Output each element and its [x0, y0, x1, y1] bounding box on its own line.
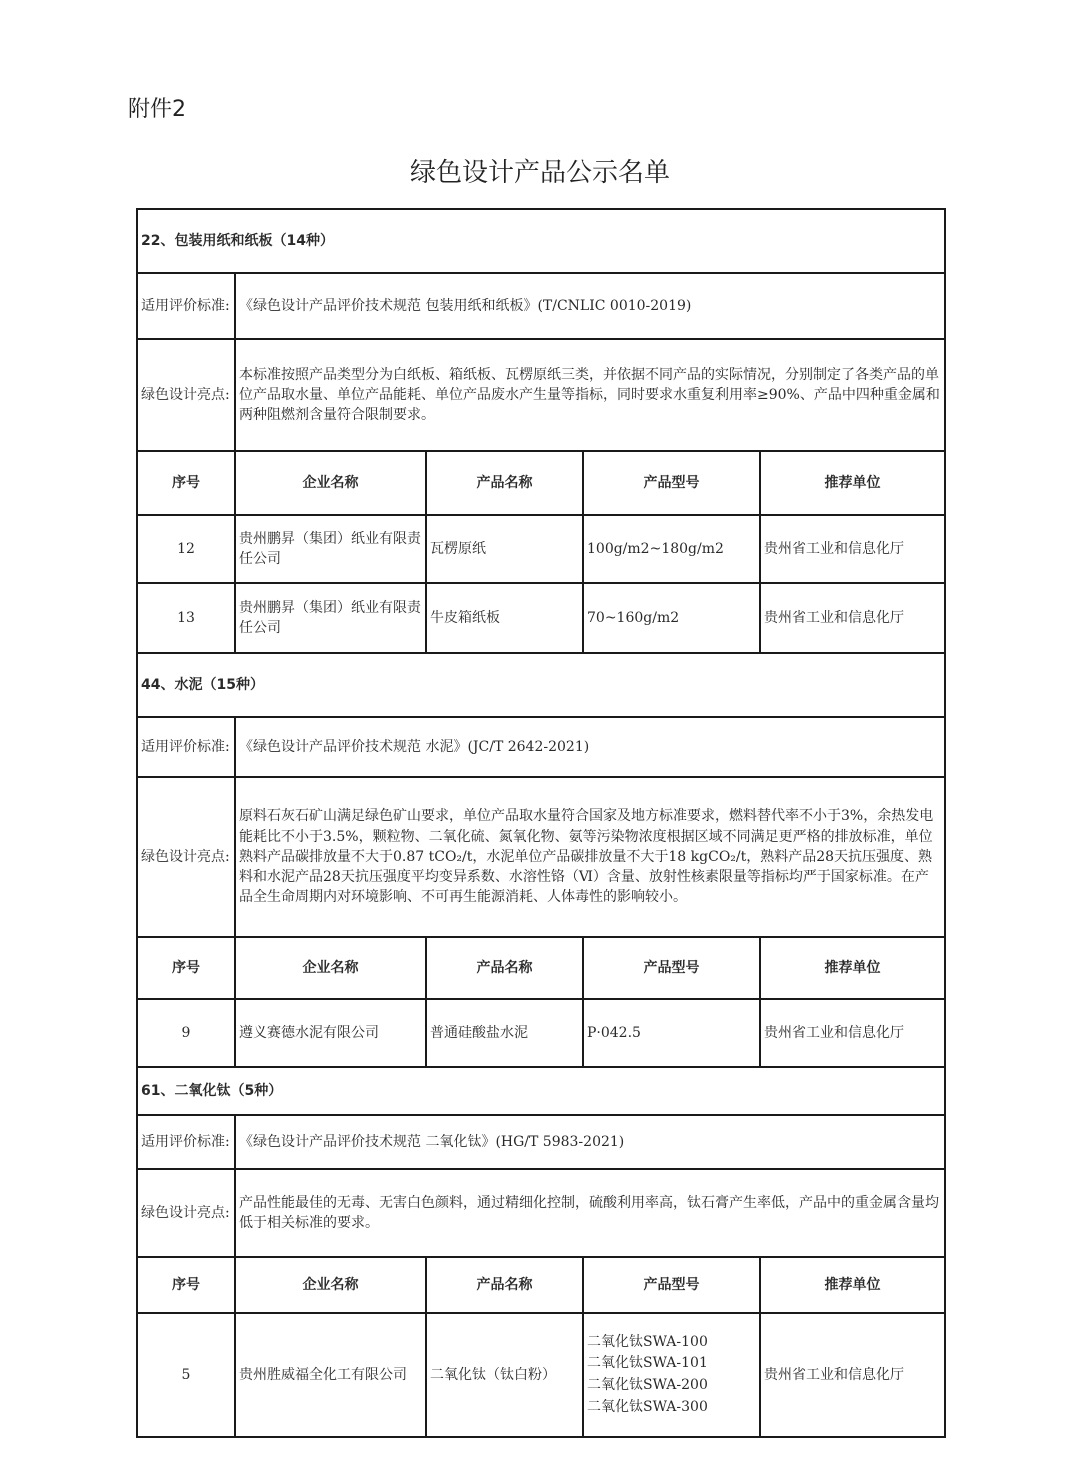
row-product: 牛皮箱纸板: [426, 583, 583, 653]
standard-row: [137, 273, 945, 339]
standard-text: 《绿色设计产品评价技术规范 二氧化钛》(HG/T 5983-2021): [235, 1115, 945, 1169]
col-seq: 序号: [137, 1257, 235, 1313]
row-model-list: [583, 1313, 760, 1437]
column-header-row: [137, 937, 945, 999]
row-company: 贵州鹏昇（集团）纸业有限责任公司: [235, 583, 426, 653]
row-company: 贵州鹏昇（集团）纸业有限责任公司: [235, 515, 426, 583]
col-seq: 序号: [137, 937, 235, 999]
standard-label: 适用评价标准:: [137, 1115, 235, 1169]
document-title: 绿色设计产品公示名单: [409, 158, 670, 188]
col-recommender: 推荐单位: [760, 1257, 945, 1313]
highlight-row: [137, 339, 945, 451]
col-model: 产品型号: [583, 1257, 760, 1313]
row-company: 贵州胜威福全化工有限公司: [235, 1313, 426, 1437]
highlight-label: 绿色设计亮点:: [137, 777, 235, 937]
column-header-row: [137, 1257, 945, 1313]
row-product: 二氧化钛（钛白粉）: [426, 1313, 583, 1437]
table-row: [137, 999, 945, 1067]
highlight-text: 原料石灰石矿山满足绿色矿山要求，单位产品取水量符合国家及地方标准要求，燃料替代率不小于3%，余热发电能耗比不小于3.5%，颗粒物、二氧化硫、氮氧化物、氨等污染物浓度根据区域不同满足更严格的排放标准，单位熟料产品碳排放量不大于0.87 tCO₂/t，水泥单位产品碳排放量不大于18 kgCO₂/t，熟料产品28天抗压强度、熟料和水泥产品28天抗压强度平均变异系数、水溶性铬（Ⅵ）含量、放射性核素限量等指标均严于国家标准。在产品全生命周期内对环境影响、不可再生能源消耗、人体毒性的影响较小。: [235, 777, 945, 937]
row-product: 普通硅酸盐水泥: [426, 999, 583, 1067]
highlight-text: 本标准按照产品类型分为白纸板、箱纸板、瓦楞原纸三类，并依据不同产品的实际情况，分别制定了各类产品的单位产品取水量、单位产品能耗、单位产品废水产生量等指标，同时要求水重复利用率≥90%、产品中四种重金属和两种阻燃剂含量符合限制要求。: [235, 339, 945, 451]
row-recommender: 贵州省工业和信息化厅: [760, 583, 945, 653]
highlight-label: 绿色设计亮点:: [137, 339, 235, 451]
attachment-label: 附件2: [128, 97, 186, 122]
row-model: 二氧化钛SWA-101: [587, 1355, 708, 1372]
section-heading-row: [137, 209, 945, 273]
row-recommender: 贵州省工业和信息化厅: [760, 1313, 945, 1437]
row-seq: 13: [137, 583, 235, 653]
highlight-text: 产品性能最佳的无毒、无害白色颜料，通过精细化控制，硫酸利用率高，钛石膏产生率低，产品中的重金属含量均低于相关标准的要求。: [235, 1169, 945, 1257]
col-seq: 序号: [137, 451, 235, 515]
table-row: [137, 583, 945, 653]
highlight-row: [137, 777, 945, 937]
standard-label: 适用评价标准:: [137, 273, 235, 339]
standard-row: [137, 717, 945, 777]
col-model: 产品型号: [583, 451, 760, 515]
row-company: 遵义赛德水泥有限公司: [235, 999, 426, 1067]
column-header-row: [137, 451, 945, 515]
standard-text: 《绿色设计产品评价技术规范 水泥》(JC/T 2642-2021): [235, 717, 945, 777]
section-heading-row: [137, 653, 945, 717]
row-seq: 9: [137, 999, 235, 1067]
table-row: [137, 515, 945, 583]
row-model: P·042.5: [583, 999, 760, 1067]
standard-row: [137, 1115, 945, 1169]
col-product: 产品名称: [426, 451, 583, 515]
col-model: 产品型号: [583, 937, 760, 999]
row-product: 瓦楞原纸: [426, 515, 583, 583]
col-company: 企业名称: [235, 451, 426, 515]
row-model: 二氧化钛SWA-100: [587, 1333, 708, 1350]
row-model: 100g/m2~180g/m2: [583, 515, 760, 583]
row-model: 70~160g/m2: [583, 583, 760, 653]
row-model: 二氧化钛SWA-300: [587, 1398, 708, 1415]
standard-label: 适用评价标准:: [137, 717, 235, 777]
col-company: 企业名称: [235, 1257, 426, 1313]
highlight-label: 绿色设计亮点:: [137, 1169, 235, 1257]
section-heading-row: [137, 1067, 945, 1115]
col-product: 产品名称: [426, 1257, 583, 1313]
row-model: 二氧化钛SWA-200: [587, 1377, 708, 1393]
section-heading: 44、水泥（15种）: [137, 653, 945, 717]
col-product: 产品名称: [426, 937, 583, 999]
section-heading: 22、包装用纸和纸板（14种）: [137, 209, 945, 273]
col-recommender: 推荐单位: [760, 937, 945, 999]
row-seq: 12: [137, 515, 235, 583]
section-heading: 61、二氧化钛（5种）: [137, 1067, 945, 1115]
row-recommender: 贵州省工业和信息化厅: [760, 999, 945, 1067]
table-row: [137, 1313, 945, 1437]
col-company: 企业名称: [235, 937, 426, 999]
row-seq: 5: [137, 1313, 235, 1437]
row-recommender: 贵州省工业和信息化厅: [760, 515, 945, 583]
product-list-table: [136, 208, 946, 1438]
standard-text: 《绿色设计产品评价技术规范 包装用纸和纸板》(T/CNLIC 0010-2019): [235, 273, 945, 339]
col-recommender: 推荐单位: [760, 451, 945, 515]
highlight-row: [137, 1169, 945, 1257]
